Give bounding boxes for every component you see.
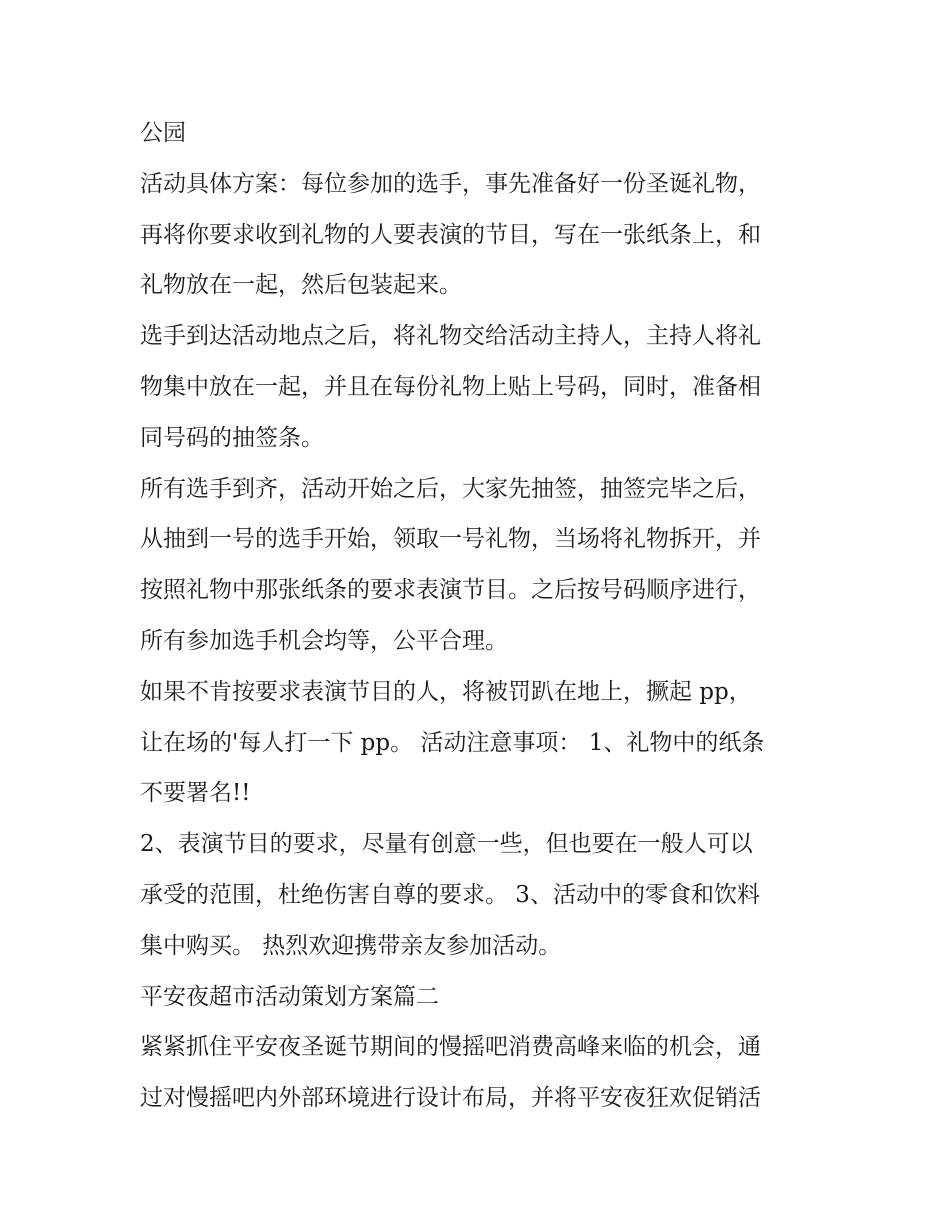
text-line: 活动具体方案：每位参加的选手，事先准备好一份圣诞礼物， (140, 170, 761, 197)
text-line: 承受的范围，杜绝伤害自尊的要求。 3、活动中的零食和饮料 (140, 881, 760, 908)
text-line: 所有选手到齐，活动开始之后，大家先抽签，抽签完毕之后， (140, 475, 761, 502)
paragraph-arrival (140, 311, 820, 463)
text-line: 平安夜超市活动策划方案篇二 (140, 983, 439, 1010)
text-line: 公园 (140, 120, 186, 146)
text-line: 同号码的抽签条。 (140, 424, 324, 451)
text-line: 从抽到一号的选手开始，领取一号礼物，当场将礼物拆开，并 (140, 526, 761, 553)
paragraph-penalty-notes (140, 667, 820, 819)
text-line: 选手到达活动地点之后，将礼物交给活动主持人，主持人将礼 (140, 323, 761, 350)
text-line: 紧紧抓住平安夜圣诞节期间的慢摇吧消费高峰来临的机会，通 (140, 1034, 761, 1061)
text-line: 2、表演节目的要求，尽量有创意一些，但也要在一般人可以 (140, 831, 753, 858)
document-body (140, 108, 820, 1124)
paragraph-section-intro (140, 1022, 820, 1124)
section-heading (140, 972, 820, 1023)
text-line: 让在场的'每人打一下 pp。 活动注意事项： 1、礼物中的纸条 (140, 729, 765, 756)
text-line: 按照礼物中那张纸条的要求表演节目。之后按号码顺序进行， (140, 577, 761, 604)
paragraph-location (140, 108, 820, 159)
text-line: 集中购买。 热烈欢迎携带亲友参加活动。 (140, 932, 562, 959)
text-line: 如果不肯按要求表演节目的人，将被罚趴在地上，撅起 pp， (140, 678, 752, 705)
text-line: 不要署名!! (140, 780, 251, 807)
text-line: 物集中放在一起，并且在每份礼物上贴上号码，同时，准备相 (140, 373, 761, 400)
text-line: 再将你要求收到礼物的人要表演的节目，写在一张纸条上，和 (140, 221, 761, 248)
paragraph-activity-plan (140, 159, 820, 311)
paragraph-draw-lots (140, 464, 820, 667)
text-line: 礼物放在一起，然后包装起来。 (140, 272, 462, 299)
text-line: 所有参加选手机会均等，公平合理。 (140, 627, 508, 654)
text-line: 过对慢摇吧内外部环境进行设计布局，并将平安夜狂欢促销活 (140, 1085, 761, 1112)
paragraph-requirements (140, 819, 820, 971)
